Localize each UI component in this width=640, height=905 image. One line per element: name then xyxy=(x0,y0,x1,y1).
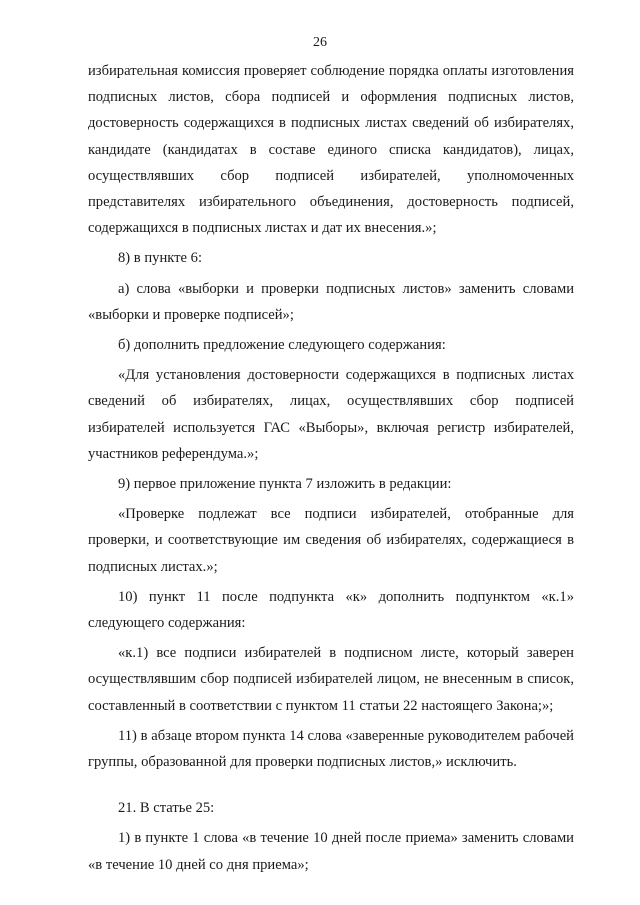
paragraph-item-9-quote: «Проверке подлежат все подписи избирателей, отобранные для проверки, и соответствующие им сведения об избирателях, содержащиеся в подписных листах.»; xyxy=(88,506,574,575)
paragraph-item-8a: а) слова «выборки и проверки подписных листов» заменить словами «выборки и проверке подписей»; xyxy=(88,280,574,323)
paragraph-item-8b-quote: «Для установления достоверности содержащихся в подписных листах сведений об избирателях, лицах, осуществлявших сбор подписей избирателей используется ГАС «Выборы», включая регистр избирателей, участников референдума.»; xyxy=(88,367,574,462)
paragraph-commission-checks: избирательная комиссия проверяет соблюдение порядка оплаты изготовления подписных листов, сбора подписей и оформления подписных листов, достоверность содержащихся в подписных листах сведений об избирателях, кандидате (кандидатах в составе единого списка кандидатов), лицах, осуществлявших сбор подписей избирателей, уполномоченных представителях избирательного объединения, достоверность подписей, содержащихся в подписных листах и дат их внесения.»; xyxy=(88,63,574,237)
paragraph-section-21: 21. В статье 25: xyxy=(118,800,215,817)
paragraph-item-9: 9) первое приложение пункта 7 изложить в редакции: xyxy=(118,476,452,493)
paragraph-item-8b: б) дополнить предложение следующего содержания: xyxy=(118,337,446,354)
paragraph-item-10-quote: «к.1) все подписи избирателей в подписном листе, который заверен осуществлявшим сбор подписей избирателей лицом, не внесенным в список, составленный в соответствии с пунктом 11 статьи 22 настоящего Закона;»; xyxy=(88,645,574,714)
paragraph-section-21-item-1: 1) в пункте 1 слова «в течение 10 дней после приема» заменить словами «в течение 10 дней со дня приема»; xyxy=(88,830,574,873)
paragraph-item-11: 11) в абзаце втором пункта 14 слова «заверенные руководителем рабочей группы, образованной для проверки подписных листов,» исключить. xyxy=(88,727,574,771)
document-body xyxy=(88,58,574,878)
page-number: 26 xyxy=(313,35,327,50)
paragraph-item-10: 10) пункт 11 после подпункта «к» дополнить подпунктом «к.1» следующего содержания: xyxy=(88,588,574,632)
paragraph-item-8: 8) в пункте 6: xyxy=(118,250,203,267)
